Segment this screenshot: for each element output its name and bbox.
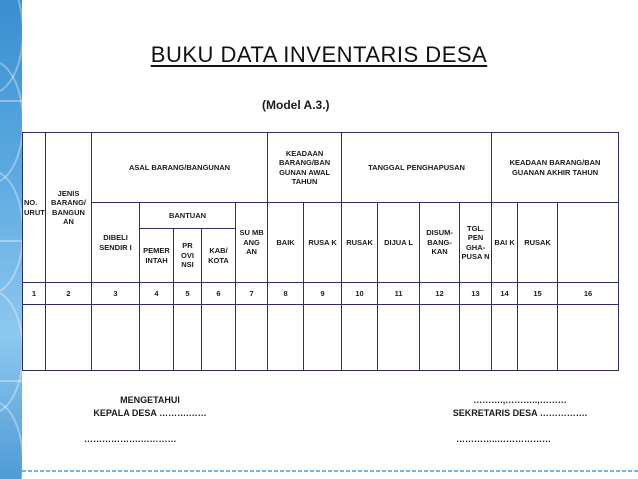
data-cell[interactable] [492,305,518,371]
inventory-table [22,132,619,371]
sidebar-stripe [0,100,22,102]
date-line: ……….,………..,……… [473,395,567,405]
data-cell[interactable] [304,305,342,371]
data-cell[interactable] [174,305,202,371]
page-title-text: BUKU DATA INVENTARIS DESA [150,42,488,67]
kepala-desa-label: KEPALA DESA ……….…… [93,408,207,418]
page-title [0,42,638,68]
header-row-1 [23,133,619,203]
data-cell[interactable] [558,305,619,371]
model-label: (Model A.3.) [262,98,330,112]
column-number: 9 [304,283,342,305]
column-number-row [23,283,619,305]
header-provinsi: PR OVI NSI [174,229,202,283]
header-bantuan: BANTUAN [140,203,236,229]
column-number: 2 [46,283,92,305]
column-number: 15 [518,283,558,305]
column-number: 6 [202,283,236,305]
header-pemerintah: PEMER INTAH [140,229,174,283]
data-cell[interactable] [46,305,92,371]
footer-right [420,394,620,420]
column-number: 16 [558,283,619,305]
column-number: 14 [492,283,518,305]
column-number: 3 [92,283,140,305]
header-rusak-hapus: RUSAK [342,203,378,283]
header-sumbangan: SU MB ANG AN [236,203,268,283]
header-rusak-awal: RUSA K [304,203,342,283]
data-cell[interactable] [460,305,492,371]
header-tanggal-penghapusan: TANGGAL PENGHAPUSAN [342,133,492,203]
header-baik-awal: BAIK [268,203,304,283]
signature-line-left: ……………….………… [84,434,177,444]
header-tgl-penghapusan: TGL. PEN GHA- PUSA N [460,203,492,283]
sidebar-stripe [0,380,22,382]
data-cell[interactable] [23,305,46,371]
decorative-sidebar [0,0,22,479]
sidebar-stripe [0,240,22,242]
header-dijual: DIJUA L [378,203,420,283]
column-number: 8 [268,283,304,305]
data-cell[interactable] [140,305,174,371]
column-number: 11 [378,283,420,305]
column-number: 7 [236,283,268,305]
column-number: 4 [140,283,174,305]
sekretaris-desa-label: SEKRETARIS DESA ……………. [452,408,588,418]
data-cell[interactable] [202,305,236,371]
sidebar-curve [0,170,22,294]
column-number: 5 [174,283,202,305]
bottom-dashed-bar [22,470,638,472]
data-cell[interactable] [268,305,304,371]
signature-line-right: …………..……………… [456,434,552,444]
empty-data-row [23,305,619,371]
data-cell[interactable] [236,305,268,371]
header-baik-akhir: BAI K [492,203,518,283]
data-cell[interactable] [420,305,460,371]
header-no-urut: NO. URUT [23,133,46,283]
footer-left [70,394,230,420]
column-number: 10 [342,283,378,305]
column-number: 13 [460,283,492,305]
mengetahui-label: MENGETAHUI [120,395,180,405]
header-jenis-barang: JENIS BARANG/ BANGUN AN [46,133,92,283]
header-rusak-akhir: RUSAK [518,203,558,283]
header-asal-barang: ASAL BARANG/BANGUNAN [92,133,268,203]
data-cell[interactable] [92,305,140,371]
data-cell[interactable] [518,305,558,371]
sidebar-curve [0,290,22,414]
column-number: 12 [420,283,460,305]
sidebar-curve [0,400,22,479]
header-keadaan-awal: KEADAAN BARANG/BAN GUNAN AWAL TAHUN [268,133,342,203]
header-kab-kota: KAB/ KOTA [202,229,236,283]
header-row-2 [23,203,619,229]
header-keadaan-akhir: KEADAAN BARANG/BAN GUANAN AKHIR TAHUN [492,133,619,203]
data-cell[interactable] [342,305,378,371]
header-dibeli-sendiri: DIBELI SENDIR I [92,203,140,283]
header-disumbangkan: DISUM- BANG- KAN [420,203,460,283]
data-cell[interactable] [378,305,420,371]
column-number: 1 [23,283,46,305]
sidebar-curve [0,60,22,184]
